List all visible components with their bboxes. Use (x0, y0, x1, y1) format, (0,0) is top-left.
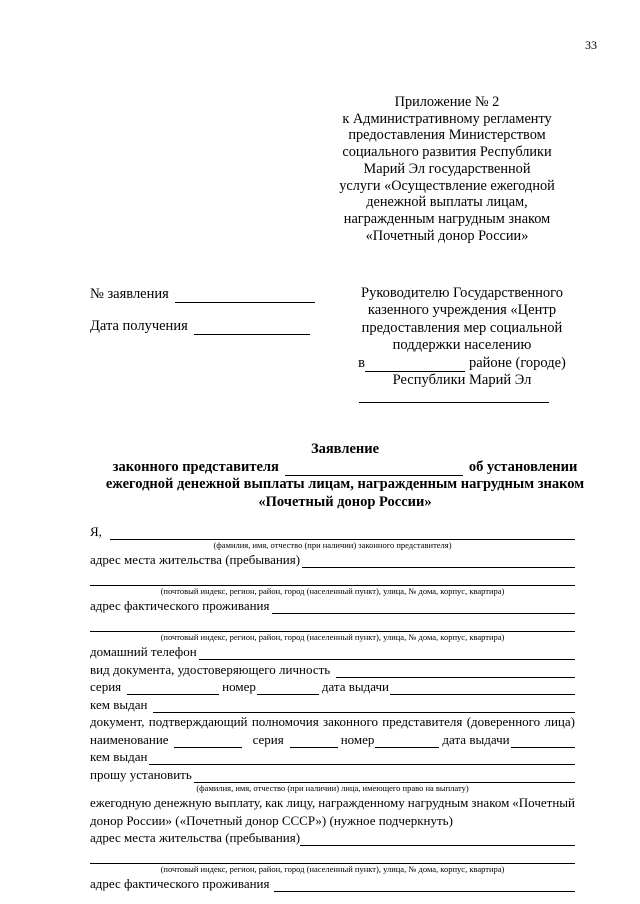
authority-doc-word: документ, (90, 714, 145, 729)
hint-address: (почтовый индекс, регион, район, город (населенный пункт), улица, № дома, корпус, квартира) (160, 631, 505, 642)
actual-address-blank-2[interactable] (90, 619, 575, 632)
holder-reg-address-blank-2[interactable] (90, 851, 575, 864)
doc-issued-by-row[interactable] (90, 748, 575, 766)
doc-issued-by-blank[interactable] (149, 752, 575, 765)
recipient-district-line (330, 355, 594, 372)
hint-fio-representative: (фамилия, имя, отчество (при наличии) законного представителя) (213, 539, 452, 550)
recipient-line: поддержки населению (392, 337, 532, 354)
reg-address-label: адрес места жительства (пребывания) (90, 830, 301, 845)
holder-name-blank[interactable] (194, 770, 575, 783)
annex-header (330, 94, 564, 244)
hint-address: (почтовый индекс, регион, район, город (населенный пункт), улица, № дома, корпус, квартира) (160, 863, 505, 874)
name-label: наименование (90, 731, 169, 747)
payment-word: нагрудным (407, 795, 469, 810)
payment-word: лицу, (286, 795, 316, 810)
authority-doc-word: законного (323, 714, 378, 729)
holder-actual-address-blank[interactable] (274, 879, 576, 892)
id-doc-row[interactable] (90, 660, 575, 678)
series-label: серия (90, 679, 122, 694)
document-title (60, 441, 630, 511)
hint-fio-holder: (фамилия, имя, отчество (при наличии) лица, имеющего право на выплату) (196, 782, 469, 793)
payment-word: награжденному (318, 795, 405, 810)
payment-line-2[interactable]: донор России» («Почетный донор СССР») (нужное подчеркнуть) (90, 812, 453, 828)
recipient-line: казенного учреждения «Центр (367, 302, 557, 319)
doc-series-blank[interactable] (290, 735, 338, 748)
authority-doc-word: (доверенного (466, 714, 541, 729)
number-label: номер (340, 731, 375, 747)
recipient-line: предоставления мер социальной (361, 319, 563, 336)
actual-address-label: адрес фактического проживания (90, 876, 270, 891)
applicant-name-row[interactable] (90, 522, 575, 540)
authority-doc-word: подтверждающий (148, 714, 248, 729)
issued-by-blank[interactable] (153, 700, 575, 713)
title-line: «Почетный донор России» (258, 493, 432, 510)
request-label: прошу установить (90, 766, 192, 782)
title-line: ежегодной денежной выплаты лицам, награжденным нагрудным знаком (105, 476, 585, 492)
reg-address-label: адрес места жительства (пребывания) (90, 552, 301, 567)
hint-address: (почтовый индекс, регион, район, город (населенный пункт), улица, № дома, корпус, квартира) (160, 585, 505, 596)
payment-row-2 (90, 811, 575, 829)
authority-doc-fields-row[interactable] (90, 730, 575, 748)
doc-number-blank[interactable] (375, 735, 439, 748)
reg-address-row-2[interactable] (90, 568, 575, 586)
number-blank[interactable] (257, 682, 319, 695)
annex-line: «Почетный донор России» (365, 227, 529, 244)
recipient-line: Республики Марий Эл (392, 372, 532, 389)
issue-date-blank[interactable] (390, 682, 575, 695)
reg-address-row[interactable] (90, 551, 575, 569)
payment-word: «Почетный (512, 795, 575, 810)
actual-address-label: адрес фактического проживания (90, 598, 270, 613)
authority-doc-row (90, 713, 575, 731)
title-line2-prefix: законного представителя (112, 458, 279, 475)
payment-word: денежную (154, 795, 212, 810)
actual-address-row-2[interactable] (90, 614, 575, 632)
payment-word: как (265, 795, 284, 810)
payment-word: ежегодную (90, 795, 152, 810)
authority-doc-word: лица) (544, 714, 575, 729)
applicant-name-blank[interactable] (110, 527, 575, 540)
series-label: серия (252, 731, 284, 747)
request-row[interactable] (90, 765, 575, 783)
received-date-field[interactable] (90, 317, 310, 335)
issue-date-label: дата выдачи (321, 679, 389, 694)
payment-row (90, 794, 575, 812)
authority-doc-word: представителя (382, 714, 463, 729)
authority-doc-word: полномочия (251, 714, 319, 729)
application-number-blank[interactable] (175, 290, 315, 303)
holder-reg-address-row-2[interactable] (90, 846, 575, 864)
annex-line: предоставления Министерством (348, 127, 546, 144)
id-doc-blank[interactable] (336, 665, 575, 678)
holder-reg-address-blank[interactable] (300, 833, 575, 846)
recipient-block (330, 285, 594, 389)
home-phone-row[interactable] (90, 643, 575, 661)
annex-line: денежной выплаты лицам, (366, 194, 528, 211)
doc-issue-date-blank[interactable] (511, 735, 575, 748)
application-number-field[interactable] (90, 285, 315, 303)
reg-address-blank-2[interactable] (90, 573, 575, 586)
payment-word: выплату, (214, 795, 263, 810)
title-heading: Заявление (310, 441, 380, 457)
annex-line: социального развития Республики (342, 144, 552, 161)
representative-blank[interactable] (285, 462, 463, 476)
received-date-blank[interactable] (194, 322, 310, 335)
annex-line: к Административному регламенту (342, 110, 552, 127)
payment-word: знаком (471, 795, 510, 810)
i-label: Я, (90, 523, 102, 539)
application-form (90, 522, 575, 892)
home-phone-label: домашний телефон (90, 644, 197, 659)
page-number: 33 (585, 38, 597, 52)
series-blank[interactable] (127, 682, 219, 695)
issued-by-row[interactable] (90, 695, 575, 713)
recipient-line: Руководителю Государственного (361, 285, 563, 301)
annex-line: услуги «Осуществление ежегодной (339, 177, 555, 194)
number-label: номер (222, 679, 256, 694)
annex-line: Приложение № 2 (394, 94, 500, 110)
reg-address-blank[interactable] (302, 555, 575, 568)
recipient-district-prefix: в (358, 354, 365, 371)
id-series-row[interactable] (90, 678, 575, 696)
application-number-label: № заявления (90, 286, 169, 302)
holder-actual-address-row[interactable] (90, 875, 575, 893)
title-line (60, 459, 630, 477)
home-phone-blank[interactable] (199, 647, 575, 660)
annex-line: награжденным нагрудным знаком (343, 210, 551, 227)
issued-by-label: кем выдан (90, 749, 148, 764)
holder-reg-address-row[interactable] (90, 829, 575, 847)
id-doc-label: вид документа, удостоверяющего личность (90, 661, 331, 677)
issue-date-label: дата выдачи (442, 731, 510, 747)
actual-address-row[interactable] (90, 597, 575, 615)
district-blank[interactable] (365, 358, 465, 372)
doc-name-blank[interactable] (174, 735, 242, 748)
received-date-label: Дата получения (90, 318, 188, 334)
annex-line: Марий Эл государственной (363, 160, 531, 177)
recipient-district-suffix: районе (городе) (468, 354, 566, 371)
recipient-name-blank[interactable] (359, 386, 549, 403)
title-line2-suffix: об установлении (468, 458, 578, 475)
actual-address-blank[interactable] (272, 601, 576, 614)
issued-by-label: кем выдан (90, 696, 148, 712)
